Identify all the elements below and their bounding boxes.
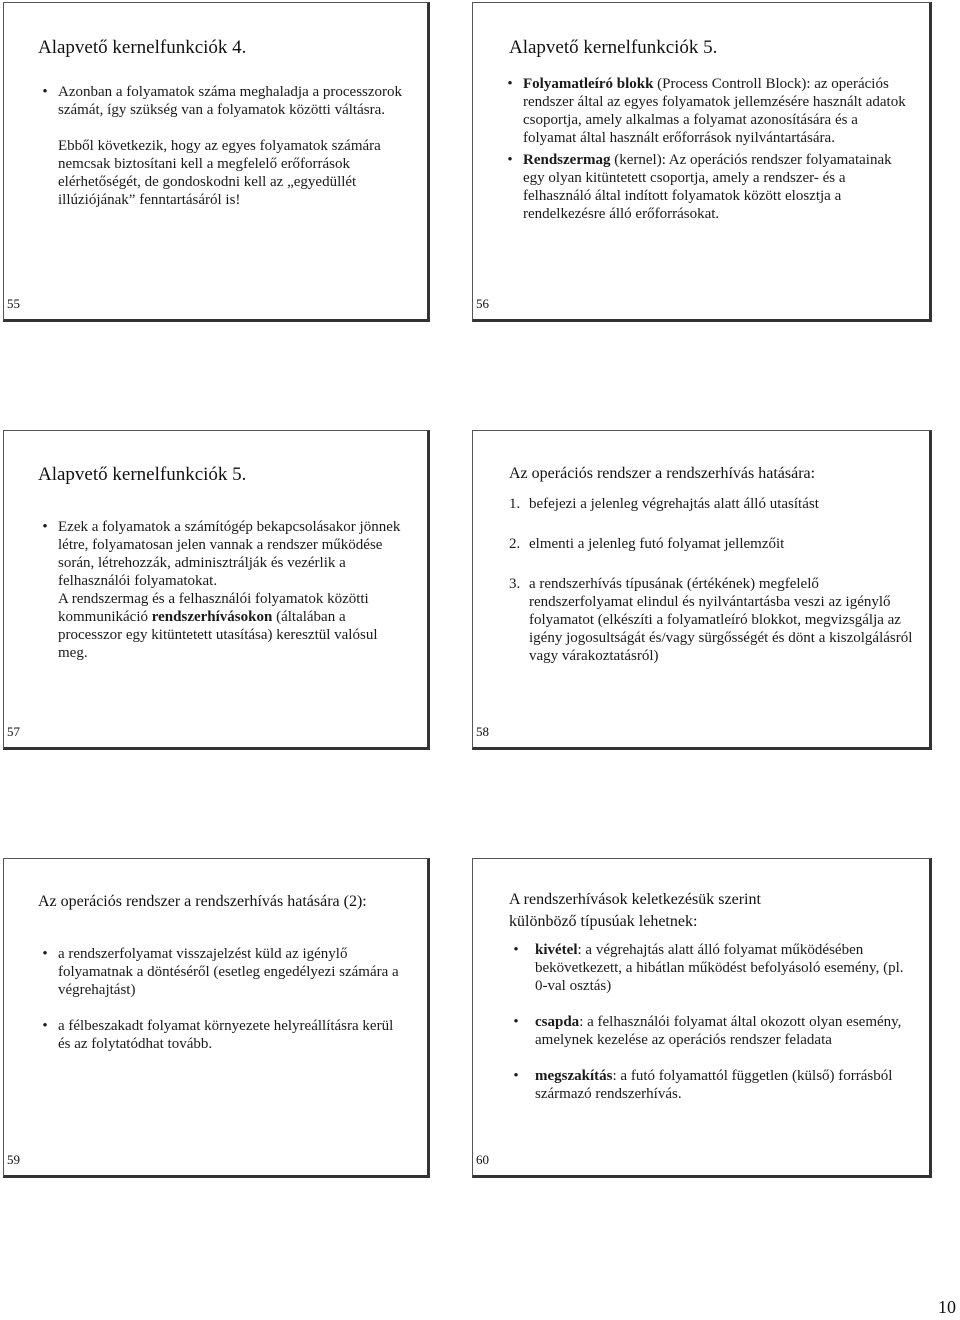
term: rendszerhívásokon <box>151 609 273 625</box>
definition: (Process Controll Block): az operációs rendszer által az egyes folyamatok jellemzésére használt adatok csoportja, amely alkalmas a folyamat azonosítására és a folyamat által használt erőforrások nyilvántartására. <box>523 76 906 146</box>
slide-number: 58 <box>476 724 489 739</box>
definition: : a végrehajtás alatt álló folyamat működésében bekövetkezett, a hibátlan működést befolyásoló esemény, (pl. 0-val osztás) <box>535 942 904 994</box>
slide-title: Az operációs rendszer a rendszerhívás hatására: <box>509 465 816 482</box>
slide-body <box>38 518 408 662</box>
slide-body <box>38 945 408 1053</box>
term: megszakítás <box>535 1068 613 1084</box>
term: Rendszermag <box>523 152 611 168</box>
bullet-icon: • <box>513 1068 519 1084</box>
numbered-list <box>509 495 914 665</box>
bullet-item <box>38 945 408 999</box>
slide-number: 60 <box>476 1152 489 1167</box>
list-item <box>509 535 914 553</box>
list-item <box>509 495 914 513</box>
item-text: befejezi a jelenleg végrehajtás alatt álló utasítást <box>529 496 819 512</box>
bullet-icon: • <box>513 942 519 958</box>
term: kivétel <box>535 942 578 958</box>
item-text: elmenti a jelenleg futó folyamat jellemzőit <box>529 536 785 552</box>
bullet-text-cont: A rendszermag és a felhasználói folyamatok közötti kommunikáció <box>58 591 369 625</box>
bullet-item <box>509 1013 909 1049</box>
list-item <box>509 575 914 665</box>
bullet-icon: • <box>507 152 513 168</box>
bullet-icon: • <box>42 946 48 962</box>
bullet-icon: • <box>513 1014 519 1030</box>
bullet-icon: • <box>42 519 48 535</box>
slide-60 <box>472 858 932 1178</box>
slide-56 <box>472 2 932 322</box>
slide-59 <box>3 858 430 1178</box>
slide-title: Alapvető kernelfunkciók 5. <box>509 37 718 58</box>
slide-title: Alapvető kernelfunkciók 4. <box>38 37 247 58</box>
slide-58 <box>472 430 932 750</box>
item-number: 3. <box>509 576 521 592</box>
bullet-text: a félbeszakadt folyamat környezete helyreállításra kerül és az folytatódhat tovább. <box>58 1018 394 1052</box>
slide-57 <box>3 430 430 750</box>
slide-number: 57 <box>7 724 20 739</box>
slide-title: A rendszerhívások keletkezésük szerint különböző típusúak lehetnek: <box>509 891 761 930</box>
bullet-text: Azonban a folyamatok száma meghaladja a processzorok számát, így szükség van a folyamatok közötti váltásra. <box>58 84 403 118</box>
bullet-item <box>503 151 908 223</box>
bullet-item <box>38 1017 408 1053</box>
bullet-item <box>509 1067 909 1103</box>
bullet-text: Ezek a folyamatok a számítógép bekapcsolásakor jönnek létre, folyamatosan jelen vannak a rendszer működése során, létrehozzák, adminisztrálják és vezérlik a felhasználói folyamatokat. <box>58 519 401 589</box>
paragraph: Ebből következik, hogy az egyes folyamatok számára nemcsak biztosítani kell a megfelelő erőforrások elérhetőségét, de gondoskodni kell az „egyedüllét illúziójának” fenntartásáról is! <box>58 138 381 208</box>
slide-body <box>509 941 909 1103</box>
bullet-text-end: (általában a processzor egy kitüntetett utasítása) keresztül valósul meg. <box>58 609 378 661</box>
bullet-item <box>509 941 909 995</box>
slide-number: 59 <box>7 1152 20 1167</box>
bullet-icon: • <box>507 76 513 92</box>
bullet-icon: • <box>42 84 48 100</box>
item-number: 2. <box>509 536 521 552</box>
definition: (kernel): Az operációs rendszer folyamatainak egy olyan kitüntetett csoportja, amely a rendszer- és a felhasználó által indított folyamatok között elosztja a rendelkezésre álló erőforrásokat. <box>523 152 892 222</box>
slide-title: Az operációs rendszer a rendszerhívás hatására (2): <box>38 893 367 910</box>
bullet-icon: • <box>42 1018 48 1034</box>
slide-body <box>38 83 408 209</box>
slide-body <box>503 75 908 223</box>
bullet-item <box>38 83 408 119</box>
bullet-item <box>38 518 408 662</box>
item-number: 1. <box>509 496 521 512</box>
bullet-text: a rendszerfolyamat visszajelzést küld az igénylő folyamatnak a döntéséről (esetleg engedélyezi számára a végrehajtást) <box>58 946 399 998</box>
definition: : a futó folyamattól független (külső) forrásból származó rendszerhívás. <box>535 1068 893 1102</box>
term: csapda <box>535 1014 580 1030</box>
term: Folyamatleíró blokk <box>523 76 654 92</box>
slide-55 <box>3 2 430 322</box>
slide-title: Alapvető kernelfunkciók 5. <box>38 464 247 485</box>
slide-number: 55 <box>7 296 20 311</box>
definition: : a felhasználói folyamat által okozott olyan esemény, amelynek kezelése az operációs rendszer feladata <box>535 1014 902 1048</box>
page-number: 10 <box>938 1297 956 1317</box>
slide-number: 56 <box>476 296 489 311</box>
bullet-item <box>503 75 908 147</box>
item-text: a rendszerhívás típusának (értékének) megfelelő rendszerfolyamat elindul és nyilvántartásba veszi az igénylő folyamatot (elkészíti a folyamatleíró blokkot, megvizsgálja az igény jogosultságát és/vagy sürgősségét és dönt a kiszolgálásról vagy várakoztatásról) <box>529 576 913 664</box>
